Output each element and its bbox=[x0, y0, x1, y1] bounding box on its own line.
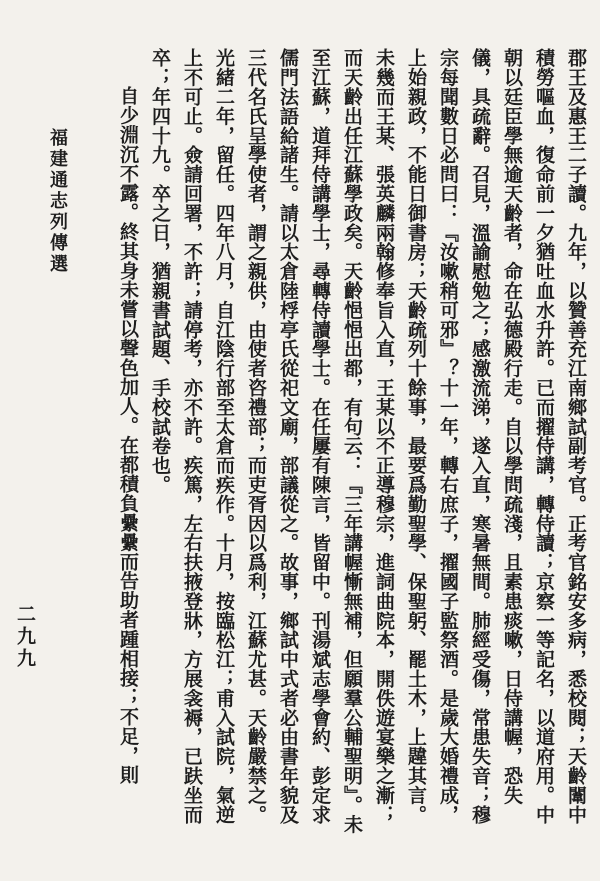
body-text bbox=[64, 48, 592, 838]
paragraph-2: 自少淵沉不露。終其身未嘗以聲色加人。在都積負纍纍而告助者踵相接；不足，則 bbox=[117, 86, 139, 785]
running-title: 福建通志列傳選 bbox=[47, 128, 68, 275]
page-number: 二九九 bbox=[14, 604, 36, 670]
paragraph-1: 郡王及惠王二子讀。九年，以贊善充江南鄉試副考官。正考官銘安多病，悉校閱；天齡闈中積勞嘔血，復命前一夕猶吐血水升許。已而擢侍講，轉侍讀；京察一等記名，以道府用。中朝以廷臣學無逾天齡者，命在弘德殿行走。自以學問疏淺，且素患痰嗽，日侍講幄，恐失儀，具疏辭。召見，溫諭慰勉之；感激流涕，遂入直，寒暑無間。肺經受傷，常患失音；穆宗每聞數日必問曰：『汝嗽稍可邪』？十一年，轉右庶子，擢國子監祭酒。是歲大婚禮成，上始親政，不能日御書房；天齡疏列十餘事，最要爲勤聖學、保聖躬、罷土木，上韙其言。未幾而王某、張英麟兩翰修奉旨入直，王某以不正導穆宗，進詞曲院本，開佚遊宴樂之漸；而天齡出任江蘇學政矣。天齡悒悒出都，有句云：『三年講幄慚無補，但願羣公輔聖明』。未至江蘇，道拜侍講學士，尋轉侍讀學士。在任屢有陳言，皆留中。刊湯斌志學會約、彭定求儒門法語給諸生。請以太倉陸桴亭氏從祀文廟，部議從之。故事，鄉試中式者必由書年貌及三代名氏呈學使者，謂之親供，由使者咨禮部；而吏胥因以爲利，江蘇尤甚。天齡嚴禁之。光緒二年，留任。四年八月，自江陰行部至太倉而疾作。十月，按臨松江；甫入試院，氣逆上不可止。僉請回署，不許；請停考，亦不許。疾篤，左右扶掖登牀，方展衾褥，已趺坐而卒；年四十九。卒之日，猶親書試題、手校試卷也。 bbox=[149, 48, 587, 834]
